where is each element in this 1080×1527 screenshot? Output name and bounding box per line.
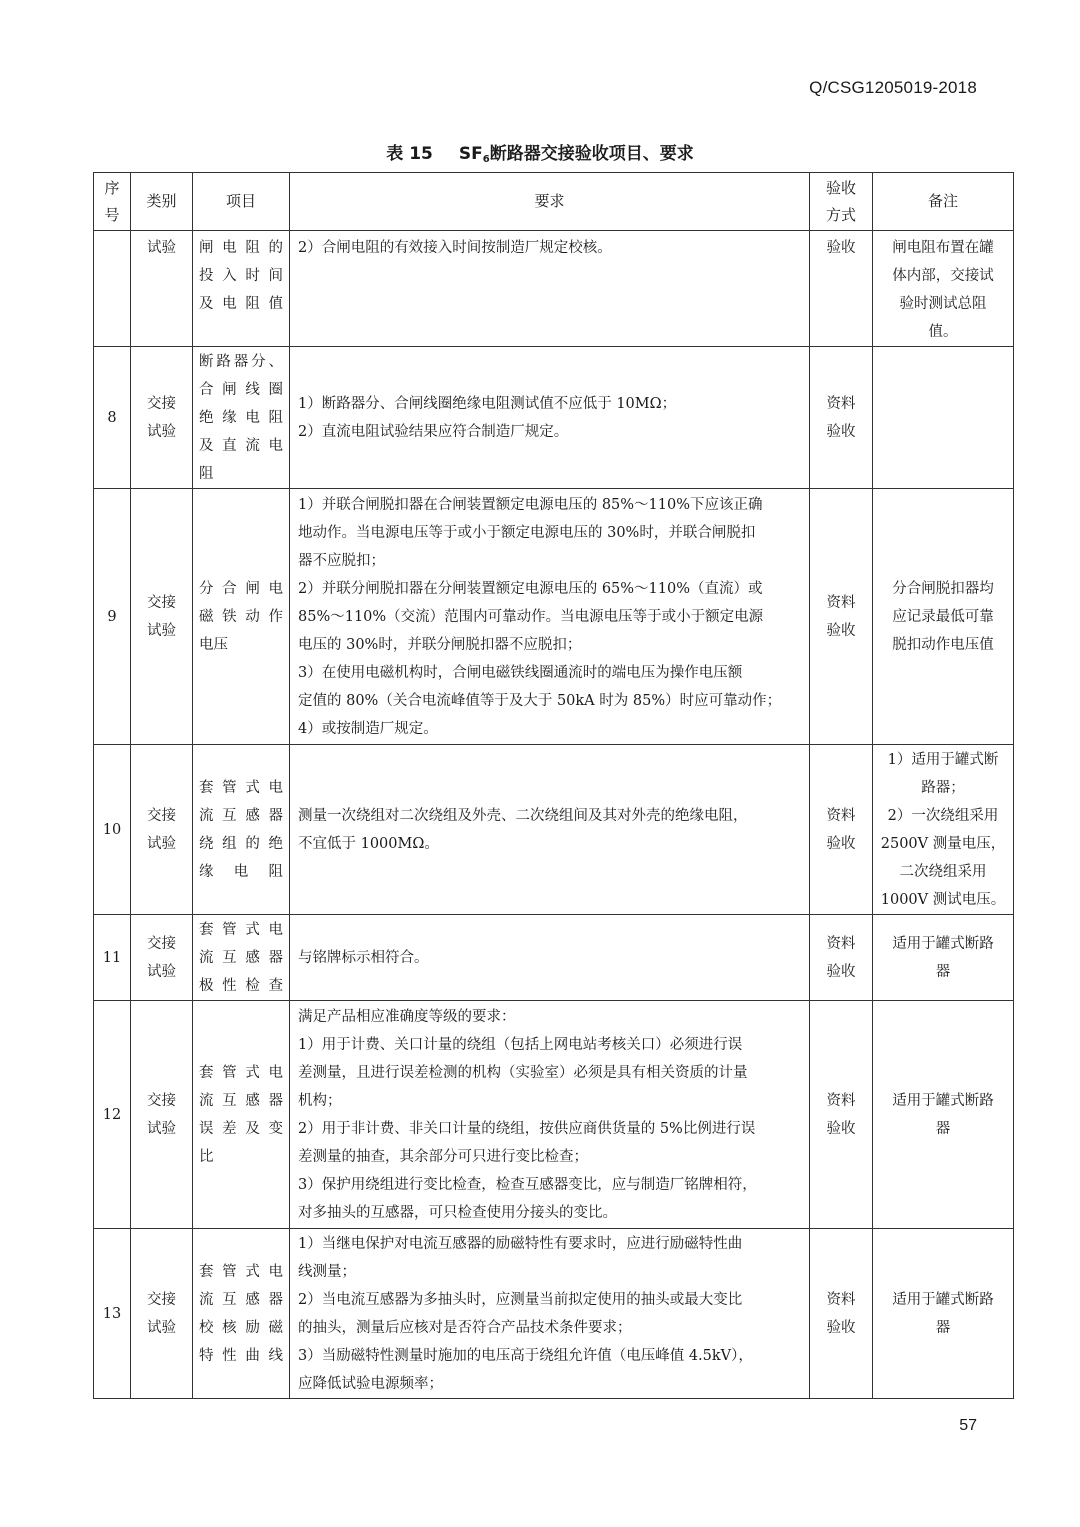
table-row — [94, 1001, 1014, 1229]
row-note: 闸电阻布置在罐 体内部，交接试 验时测试总阻 值。 — [873, 231, 1014, 347]
row-requirement: 测量一次绕组对二次绕组及外壳、二次绕组间及其对外壳的绝缘电阻， 不宜低于 1000MΩ。 — [290, 745, 810, 915]
table-row — [94, 347, 1014, 489]
row-item: 套管式电 流互感器 校核励磁 特性曲线 — [193, 1229, 290, 1399]
table-row — [94, 1229, 1014, 1399]
row-acceptance-mode: 验收 — [810, 231, 873, 347]
row-note — [873, 347, 1014, 489]
row-note: 适用于罐式断路 器 — [873, 1001, 1014, 1229]
document-code: Q/CSG1205019-2018 — [809, 78, 977, 97]
table-title-subscript: 6 — [482, 154, 490, 165]
row-number: 11 — [94, 915, 131, 1001]
row-category: 交接 试验 — [131, 745, 193, 915]
col-header-mode: 验收 方式 — [810, 173, 873, 231]
col-header-item: 项目 — [193, 173, 290, 231]
row-category: 交接 试验 — [131, 1001, 193, 1229]
row-note: 1）适用于罐式断 路器； 2）一次绕组采用 2500V 测量电压， 二次绕组采用 1000V 测试电压。 — [873, 745, 1014, 915]
table-title-prefix: 表 15 — [386, 144, 433, 164]
row-acceptance-mode: 资料 验收 — [810, 347, 873, 489]
row-category: 试验 — [131, 231, 193, 347]
acceptance-table — [93, 172, 1014, 1399]
row-requirement: 与铭牌标示相符合。 — [290, 915, 810, 1001]
col-header-requirement: 要求 — [290, 173, 810, 231]
table-title — [0, 139, 1080, 165]
col-header-note: 备注 — [873, 173, 1014, 231]
col-header-category: 类别 — [131, 173, 193, 231]
table-header-row — [94, 173, 1014, 231]
page-number: 57 — [959, 1417, 977, 1434]
row-item: 闸电阻的 投入时间 及电阻值 — [193, 231, 290, 347]
row-item: 套管式电 流互感器 误差及变 比 — [193, 1001, 290, 1229]
row-requirement: 1）并联合闸脱扣器在合闸装置额定电源电压的 85%～110%下应该正确 地动作。当电源电压等于或小于额定电源电压的 30%时，并联合闸脱扣 器不应脱扣； 2）并联分闸脱扣器在分闸装置额定电源电压的 65%～110%（直流）或 85%～110%（交流）范围内可靠动作。当电源电压等于或小于额定电源 电压的 30%时，并联分闸脱扣器不应脱扣； 3）在使用电磁机构时，合闸电磁铁线圈通流时的端电压为操作电压额 定值的 80%（关合电流峰值等于及大于 50kA 时为 85%）时应可靠动作； 4）或按制造厂规定。 — [290, 489, 810, 745]
table-row — [94, 489, 1014, 745]
row-acceptance-mode: 资料 验收 — [810, 1001, 873, 1229]
row-category: 交接 试验 — [131, 347, 193, 489]
row-note: 分合闸脱扣器均 应记录最低可靠 脱扣动作电压值 — [873, 489, 1014, 745]
row-requirement: 1）断路器分、合闸线圈绝缘电阻测试值不应低于 10MΩ； 2）直流电阻试验结果应符合制造厂规定。 — [290, 347, 810, 489]
row-note: 适用于罐式断路 器 — [873, 1229, 1014, 1399]
row-acceptance-mode: 资料 验收 — [810, 745, 873, 915]
col-header-num: 序 号 — [94, 173, 131, 231]
table-row — [94, 231, 1014, 347]
row-number: 8 — [94, 347, 131, 489]
row-acceptance-mode: 资料 验收 — [810, 489, 873, 745]
row-number — [94, 231, 131, 347]
table-title-suffix: 断路器交接验收项目、要求 — [489, 144, 694, 164]
row-acceptance-mode: 资料 验收 — [810, 1229, 873, 1399]
row-requirement: 满足产品相应准确度等级的要求： 1）用于计费、关口计量的绕组（包括上网电站考核关口）必须进行误 差测量，且进行误差检测的机构（实验室）必须是具有相关资质的计量 机构； 2）用于非计费、非关口计量的绕组，按供应商供货量的 5%比例进行误 差测量的抽查，其余部分可只进行变比检查； 3）保护用绕组进行变比检查，检查互感器变比，应与制造厂铭牌相符， 对多抽头的互感器，可只检查使用分接头的变比。 — [290, 1001, 810, 1229]
row-number: 13 — [94, 1229, 131, 1399]
row-category: 交接 试验 — [131, 489, 193, 745]
row-category: 交接 试验 — [131, 915, 193, 1001]
row-item: 分合闸电 磁铁动作 电压 — [193, 489, 290, 745]
row-item: 套管式电 流互感器 极性检查 — [193, 915, 290, 1001]
row-item: 套管式电 流互感器 绕组的绝 缘电阻 — [193, 745, 290, 915]
table-row — [94, 915, 1014, 1001]
row-item: 断路器分、 合闸线圈 绝缘电阻 及直流电 阻 — [193, 347, 290, 489]
row-category: 交接 试验 — [131, 1229, 193, 1399]
row-requirement: 2）合闸电阻的有效接入时间按制造厂规定校核。 — [290, 231, 810, 347]
row-number: 12 — [94, 1001, 131, 1229]
row-note: 适用于罐式断路 器 — [873, 915, 1014, 1001]
row-acceptance-mode: 资料 验收 — [810, 915, 873, 1001]
row-number: 9 — [94, 489, 131, 745]
row-requirement: 1）当继电保护对电流互感器的励磁特性有要求时，应进行励磁特性曲 线测量； 2）当电流互感器为多抽头时，应测量当前拟定使用的抽头或最大变比 的抽头，测量后应核对是否符合产品技术条件要求； 3）当励磁特性测量时施加的电压高于绕组允许值（电压峰值 4.5kV）， 应降低试验电源频率； — [290, 1229, 810, 1399]
table-row — [94, 745, 1014, 915]
table-title-sf: SF — [458, 144, 483, 164]
row-number: 10 — [94, 745, 131, 915]
